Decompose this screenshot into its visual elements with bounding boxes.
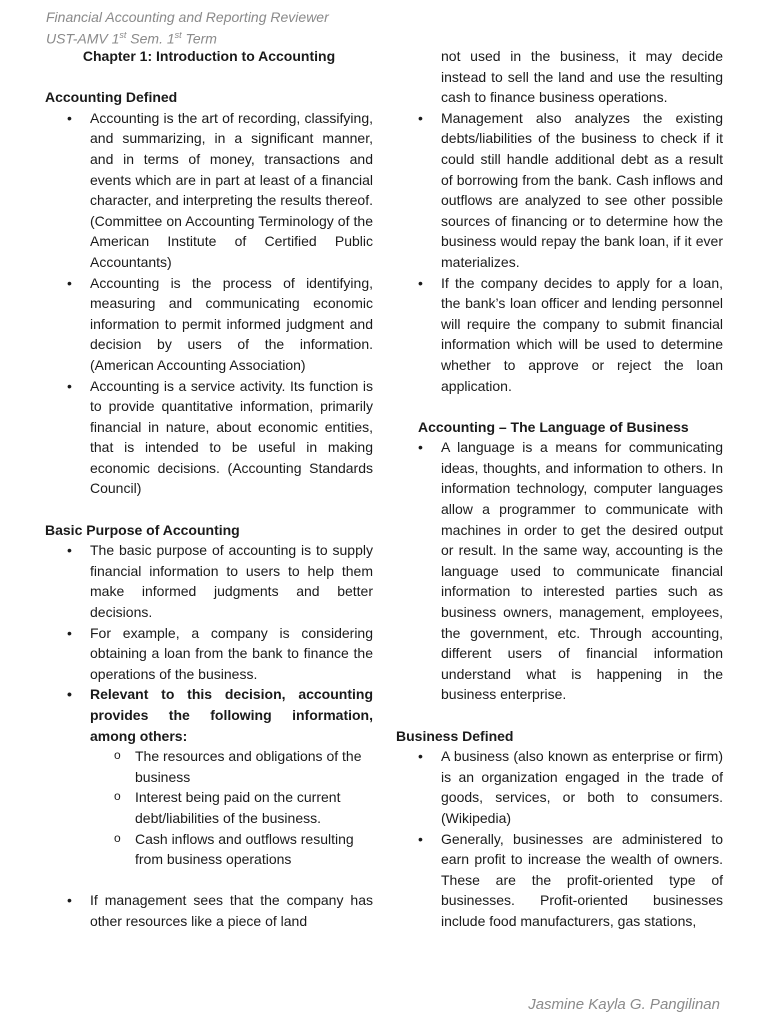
management-list-continued xyxy=(396,108,723,396)
list-item: • A business (also known as enterprise or firm) is an organization engaged in the trade of goods, services, or both to consumers. (Wikipedia) xyxy=(396,746,723,828)
list-item: • If the company decides to apply for a loan, the bank’s loan officer and lending personnel will require the company to submit financial information which will be used to determine whether to approve or reject the loan application. xyxy=(396,273,723,397)
accounting-defined-list xyxy=(45,108,373,499)
list-item: • Management also analyzes the existing debts/liabilities of the business to check if it could still handle additional debt as a result of borrowing from the bank. Cash inflows and outflows are analyzed to see other possible sources of financing or to determine how the business would repay the bank loan, if it ever materializes. xyxy=(396,108,723,273)
list-item: • For example, a company is considering obtaining a loan from the bank to finance the operations of the business. xyxy=(45,623,373,685)
section-heading-accounting-defined: Accounting Defined xyxy=(45,89,178,106)
right-column xyxy=(396,46,723,932)
basic-purpose-list xyxy=(45,540,373,746)
list-item: • Accounting is the art of recording, classifying, and summarizing, in a significant manner, and in terms of money, transactions and events which are in part at least of a financial character, and interpreting the results thereof. (Committee on Accounting Terminology of the American Institute of Certified Public Accountants) xyxy=(45,108,373,273)
chapter-title: Chapter 1: Introduction to Accounting xyxy=(82,48,336,64)
management-list xyxy=(45,890,373,931)
sub-list xyxy=(90,746,373,870)
list-item: • Accounting is a service activity. Its function is to provide quantitative information, primarily financial in nature, about economic entities, that is intended to be useful in making economic decisions. (Accounting Standards Council) xyxy=(45,376,373,500)
left-column xyxy=(45,46,373,932)
list-item: • The basic purpose of accounting is to supply financial information to users to help them make informed judgments and better decisions. xyxy=(45,540,373,622)
author-footer: Jasmine Kayla G. Pangilinan xyxy=(528,996,720,1013)
header-title: Financial Accounting and Reporting Reviewer xyxy=(46,9,329,25)
list-item: • Relevant to this decision, accounting provides the following information, among others: xyxy=(45,684,373,746)
language-of-business-list xyxy=(396,437,723,705)
section-heading-basic-purpose: Basic Purpose of Accounting xyxy=(45,521,240,538)
section-heading-business-defined: Business Defined xyxy=(396,727,514,744)
list-item: • Generally, businesses are administered to earn profit to increase the wealth of owners. These are the profit-oriented type of businesses. Profit-oriented businesses include food manufacturers, gas stations, xyxy=(396,829,723,932)
list-item: • A language is a means for communicating ideas, thoughts, and information to others. In information technology, computer languages allow a programmer to communicate with machines in order to get the desired output or result. In the same way, accounting is the language used to communicate financial information to interested parties such as business owners, management, employees, the government, etc. Through accounting, different users of financial information understand what is happening in the business enterprise. xyxy=(396,437,723,705)
list-item: • Accounting is the process of identifying, measuring and communicating economic information to permit informed judgment and decision by users of the information. (American Accounting Association) xyxy=(45,273,373,376)
document-header xyxy=(46,8,329,48)
list-item: • If management sees that the company has other resources like a piece of land xyxy=(45,890,373,931)
section-heading-language-of-business: Accounting – The Language of Business xyxy=(418,418,689,435)
business-defined-list xyxy=(396,746,723,931)
header-term: UST-AMV 1st Sem. 1st Term xyxy=(46,30,217,47)
sub-list-item: o Cash inflows and outflows resulting from business operations xyxy=(90,829,373,870)
sub-list-item: o The resources and obligations of the business xyxy=(90,746,373,787)
list-item-continuation: not used in the business, it may decide instead to sell the land and use the resulting cash to finance business operations. xyxy=(441,48,723,106)
sub-list-item: o Interest being paid on the current debt/liabilities of the business. xyxy=(90,787,373,828)
